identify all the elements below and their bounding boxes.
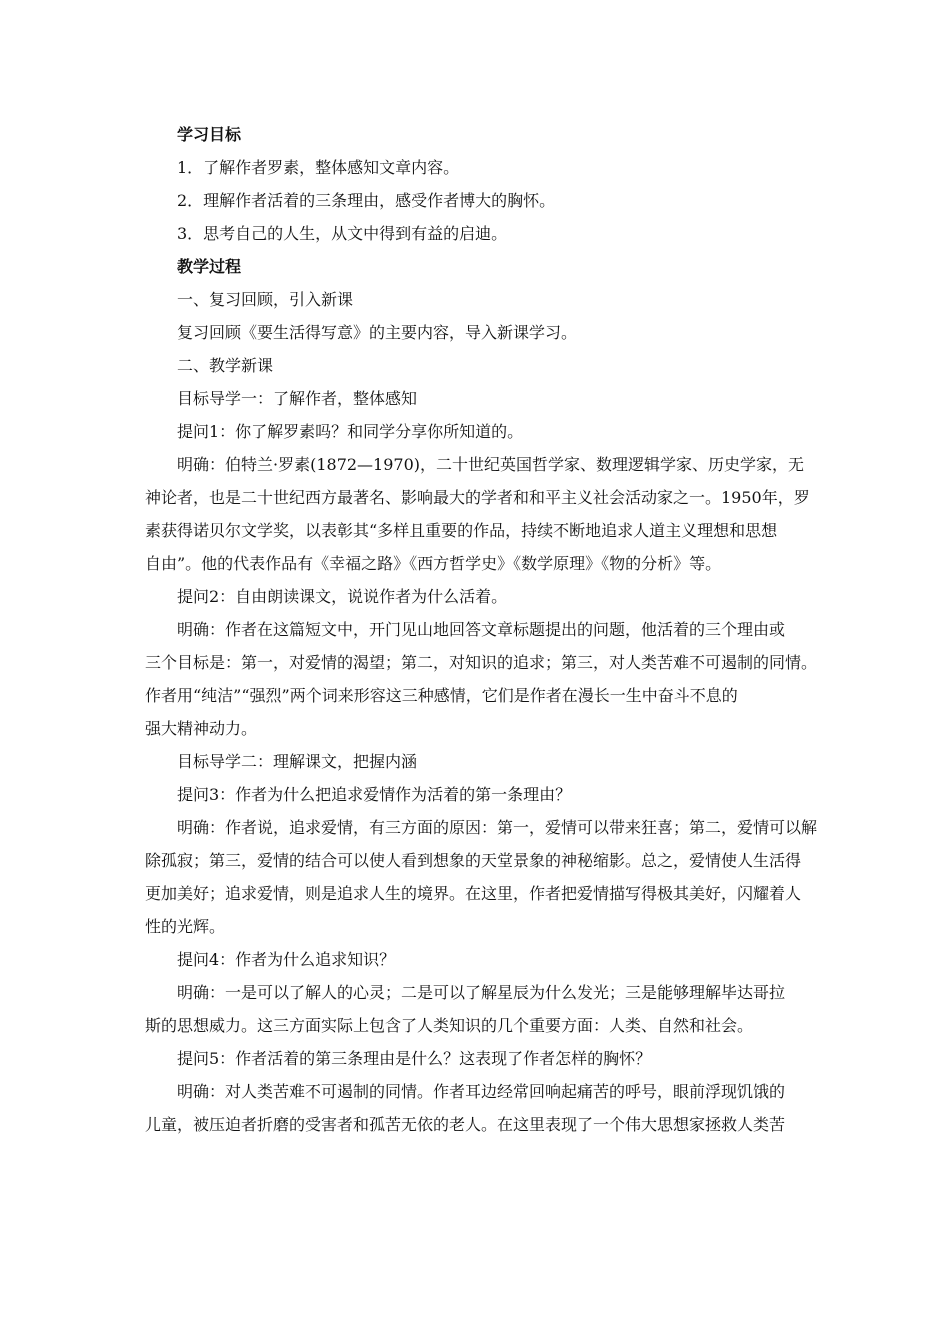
answer-1-line: 神论者，也是二十世纪西方最著名、影响最大的学者和和平主义社会活动家之一。1950年，罗 bbox=[145, 488, 810, 507]
answer-2-line: 强大精神动力。 bbox=[145, 719, 258, 738]
question-1: 提问1：你了解罗素吗？和同学分享你所知道的。 bbox=[177, 422, 524, 441]
section-heading-process: 教学过程 bbox=[177, 257, 242, 276]
answer-1-line: 自由”。他的代表作品有《幸福之路》《西方哲学史》《数学原理》《物的分析》等。 bbox=[145, 554, 722, 573]
answer-2-line: 明确：作者在这篇短文中，开门见山地回答文章标题提出的问题，他活着的三个理由或 bbox=[177, 620, 786, 639]
answer-4 bbox=[145, 976, 810, 1042]
answer-4-line: 明确：一是可以了解人的心灵；二是可以了解星辰为什么发光；三是能够理解毕达哥拉 bbox=[177, 983, 786, 1002]
guide-one: 目标导学一：了解作者，整体感知 bbox=[177, 389, 418, 408]
answer-3-line: 明确：作者说，追求爱情，有三方面的原因：第一，爱情可以带来狂喜；第二，爱情可以解 bbox=[177, 818, 818, 837]
answer-1-line: 明确：伯特兰·罗素(1872—1970)，二十世纪英国哲学家、数理逻辑学家、历史学家，无 bbox=[177, 455, 805, 474]
goal-item-2: 2．理解作者活着的三条理由，感受作者博大的胸怀。 bbox=[177, 191, 556, 210]
step-review: 一、复习回顾，引入新课 bbox=[177, 290, 354, 309]
answer-3-line: 性的光辉。 bbox=[145, 917, 226, 936]
answer-5 bbox=[145, 1075, 810, 1141]
question-4: 提问4：作者为什么追求知识？ bbox=[177, 950, 396, 969]
answer-1-line: 素获得诺贝尔文学奖，以表彰其“多样且重要的作品，持续不断地追求人道主义理想和思想 bbox=[145, 521, 778, 540]
answer-4-line: 斯的思想威力。这三方面实际上包含了人类知识的几个重要方面：人类、自然和社会。 bbox=[145, 1016, 754, 1035]
answer-2 bbox=[145, 613, 818, 745]
step-new-lesson: 二、教学新课 bbox=[177, 356, 274, 375]
document-page bbox=[145, 118, 818, 1141]
question-3: 提问3：作者为什么把追求爱情作为活着的第一条理由？ bbox=[177, 785, 572, 804]
answer-5-line: 儿童，被压迫者折磨的受害者和孤苦无依的老人。在这里表现了一个伟大思想家拯救人类苦 bbox=[145, 1115, 786, 1134]
question-2: 提问2：自由朗读课文，说说作者为什么活着。 bbox=[177, 587, 508, 606]
guide-two: 目标导学二：理解课文，把握内涵 bbox=[177, 752, 418, 771]
section-heading-goals: 学习目标 bbox=[177, 125, 242, 144]
answer-2-line: 三个目标是：第一，对爱情的渴望；第二，对知识的追求；第三，对人类苦难不可遏制的同情。 bbox=[145, 653, 818, 672]
answer-3 bbox=[145, 811, 818, 943]
goal-item-3: 3．思考自己的人生，从文中得到有益的启迪。 bbox=[177, 224, 508, 243]
answer-2-line: 作者用“纯洁”“强烈”两个词来形容这三种感情，它们是作者在漫长一生中奋斗不息的 bbox=[145, 686, 738, 705]
answer-3-line: 除孤寂；第三，爱情的结合可以使人看到想象的天堂景象的神秘缩影。总之，爱情使人生活得 bbox=[145, 851, 802, 870]
answer-3-line: 更加美好；追求爱情，则是追求人生的境界。在这里，作者把爱情描写得极其美好，闪耀着人 bbox=[145, 884, 802, 903]
goal-item-1: 1．了解作者罗素，整体感知文章内容。 bbox=[177, 158, 460, 177]
answer-5-line: 明确：对人类苦难不可遏制的同情。作者耳边经常回响起痛苦的呼号，眼前浮现饥饿的 bbox=[177, 1082, 786, 1101]
answer-1 bbox=[145, 448, 810, 580]
question-5: 提问5：作者活着的第三条理由是什么？这表现了作者怎样的胸怀？ bbox=[177, 1049, 652, 1068]
step-review-text: 复习回顾《要生活得写意》的主要内容，导入新课学习。 bbox=[177, 323, 578, 342]
